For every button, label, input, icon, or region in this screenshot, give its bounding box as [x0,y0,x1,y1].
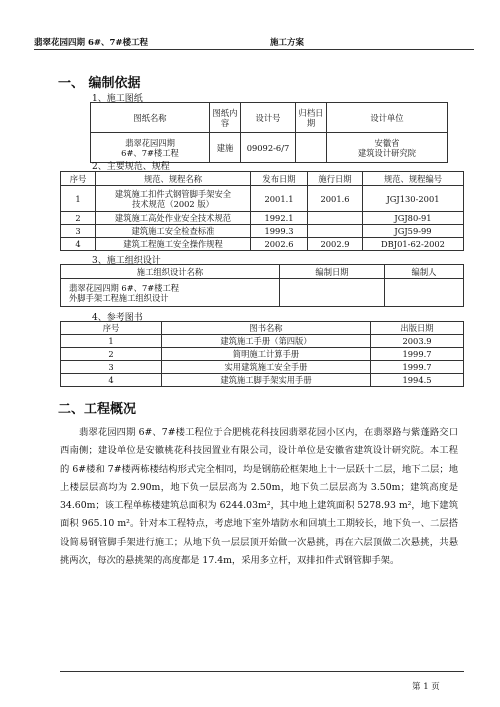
project-overview [60,424,458,570]
table-row [61,238,464,251]
cell [385,279,464,307]
table-row [61,279,464,307]
cell: 1992.1 [251,212,308,225]
cell: 建筑施工手册（第四版） [162,335,371,348]
cell: 建筑施工扣件式钢管脚手架安全 技术规范（2002 版） [96,186,251,212]
cell: JGJ59-99 [363,225,464,238]
col-header: 出版日期 [371,322,464,335]
col-header: 归档日期 [296,103,327,133]
cell: 2002.6 [251,238,308,251]
cell: 2001.6 [308,186,363,212]
references-table [60,321,464,387]
col-header: 图纸名称 [91,103,210,133]
col-header: 规范、规程名称 [96,172,251,186]
cell: 3 [61,361,162,374]
cell: 翡翠花园四期 6#、7#楼工程 外脚手架工程施工组织设计 [61,279,280,307]
cell: 4 [61,238,96,251]
cell: 4 [61,374,162,387]
section-1-title: 一、 编制依据 [58,76,141,91]
cell: JGJ80-91 [363,212,464,225]
cell: DBJ01-62-2002 [363,238,464,251]
cell: 建筑施工脚手架实用手册 [162,374,371,387]
cell-design-unit: 安徽省 建筑设计研究院 [327,133,448,163]
cell: 简明施工计算手册 [162,348,371,361]
col-header: 序号 [61,322,162,335]
cell: 实用建筑施工安全手册 [162,361,371,374]
col-header: 图纸内容 [210,103,241,133]
table-row [61,212,464,225]
table-row [61,186,464,212]
col-header: 编制日期 [280,265,385,279]
table-row [61,225,464,238]
cell: 1999.3 [251,225,308,238]
cell: 2002.9 [308,238,363,251]
cell-design-no: 09092-6/7 [241,133,296,163]
cell: JGJ130-2001 [363,186,464,212]
page-number: 第 1 页 [412,682,440,692]
cell [308,225,363,238]
table-row [61,361,464,374]
header-project: 翡翠花园四期 6#、7#楼工程 [34,38,149,48]
table-row [61,348,464,361]
cell: 1999.7 [371,361,464,374]
cell [280,279,385,307]
cell: 1 [61,186,96,212]
cell: 建筑施工高处作业安全技术规范 [96,212,251,225]
cell: 1994.5 [371,374,464,387]
col-header: 施工组织设计名称 [61,265,280,279]
cell-content: 建施 [210,133,241,163]
col-header: 序号 [61,172,96,186]
cell: 2 [61,348,162,361]
section-2-title: 二、工程概况 [58,402,137,417]
footer-rule [60,671,464,672]
col-header: 规范、规程编号 [363,172,464,186]
cell: 建筑工程施工安全操作规程 [96,238,251,251]
cell-drawing-name: 翡翠花园四期 6#、7#楼工程 [91,133,210,163]
overview-paragraph: 翡翠花园四期 6#、7#楼工程位于合肥桃花科技园翡翠花园小区内，在翡翠路与紫蓬路交口西南侧；建设单位是安徽桃花科技园置业有限公司，设计单位是安徽省建筑设计研究院。本工程的 6#楼和 7#楼两栋楼结构形式完全相同，均是钢筋砼框架地上十一层跃十二层，地下二层；地上楼层层高均为 2.90m，地下负一层层高为 2.50m，地下负二层层高为 3.50m；建筑高度是 34.60m；该工程单栋楼建筑总面积为 6244.03m²，其中地上建筑面积 5278.93 m²，地下建筑面积 965.10 m²。针对本工程特点，考虑地下室外墙防水和回填土工期较长，地下负一、二层搭设简易钢管脚手架进行施工；从地下负一层层顶开始做一次悬挑，再在六层顶做二次悬挑，共悬挑两次，每次的悬挑架的高度都是 17.4m，采用多立杆，双排扣件式钢管脚手架。 [60,427,458,567]
org-design-table [60,264,464,307]
cell: 1999.7 [371,348,464,361]
cell: 2 [61,212,96,225]
cell: 2001.1 [251,186,308,212]
col-header: 设计号 [241,103,296,133]
col-header: 图书名称 [162,322,371,335]
sub-heading-references: 4、参考图书 [92,313,143,323]
col-header: 设计单位 [327,103,448,133]
sub-heading-drawings: 1、施工图纸 [92,94,143,104]
drawings-table [90,102,448,163]
table-row [61,374,464,387]
sub-heading-codes: 2、主要规范、规程 [92,162,170,172]
col-header: 发布日期 [251,172,308,186]
cell-archive-date [296,133,327,163]
cell: 3 [61,225,96,238]
cell [308,212,363,225]
header-doc-type: 施工方案 [270,38,305,48]
sub-heading-org-design: 3、施工组织设计 [92,256,161,266]
cell: 建筑施工安全检查标准 [96,225,251,238]
table-row [61,335,464,348]
header-rule [34,49,474,50]
codes-table [60,171,464,251]
cell: 2003.9 [371,335,464,348]
col-header: 编制人 [385,265,464,279]
col-header: 施行日期 [308,172,363,186]
cell: 1 [61,335,162,348]
